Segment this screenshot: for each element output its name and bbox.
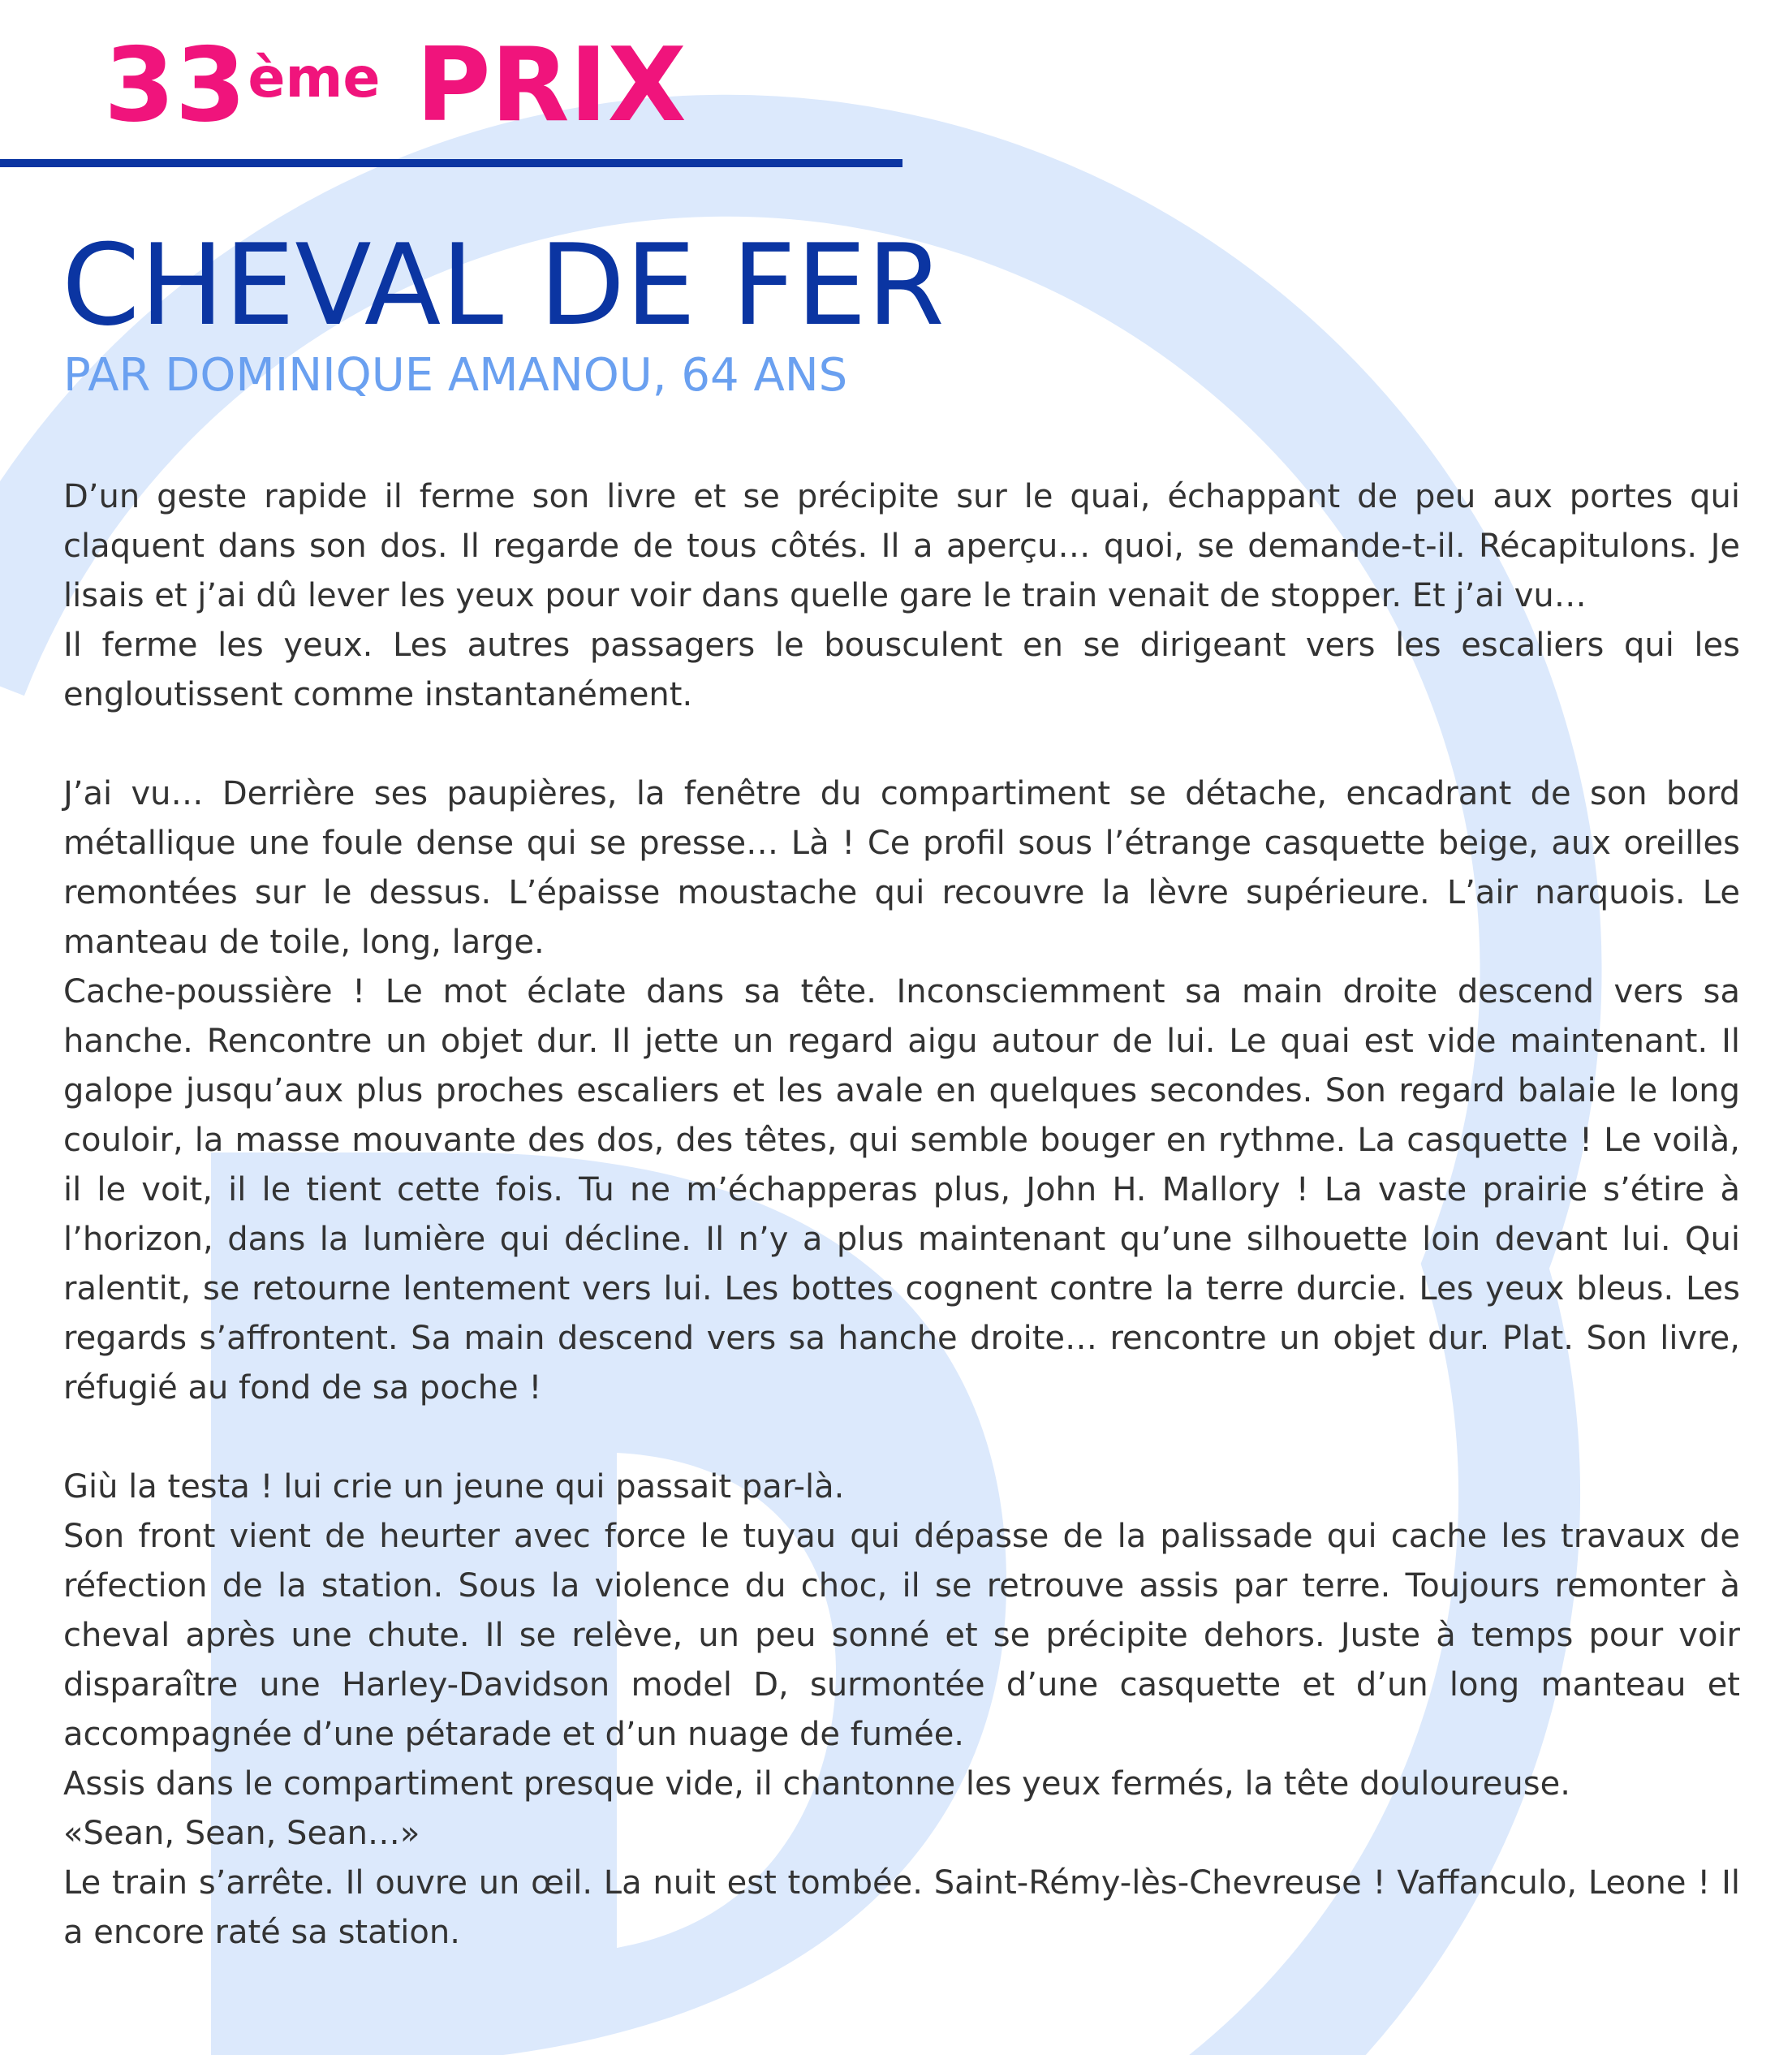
story-paragraph: «Sean, Sean, Sean…» [63,1815,420,1852]
prize-number: 33 [104,25,247,144]
paragraph-gap [63,720,1740,769]
paragraph-gap [63,1413,1740,1463]
story-title: CHEVAL DE FER [62,220,945,351]
prize-word: PRIX [416,25,687,144]
story-paragraph: Cache-poussière ! Le mot éclate dans sa tête. Inconsciemment sa main droite descend vers sa hanche. Rencontre un objet dur. Il jette un regard aigu autour de lui. Le quai est vide maintenant. Il galope jusqu’aux plus proches escaliers et les avale en quelques secondes. Son regard balaie le long couloir, la masse mouvante des dos, des têtes, qui semble bouger en rythme. La casquette ! Le voilà, il le voit, il le tient cette fois. Tu ne m’échapperas plus, John H. Mallory ! La vaste prairie s’étire à l’horizon, dans la lumière qui décline. Il n’y a plus maintenant qu’une silhouette loin devant lui. Qui ralentit, se retourne lentement vers lui. Les bottes cognent contre la terre durcie. Les yeux bleus. Les regards s’affrontent. Sa main descend vers sa hanche droite… rencontre un objet dur. Plat. Son livre, réfugié au fond de sa poche ! [63,973,1740,1407]
prize-ordinal-suffix: ème [248,46,381,110]
story-paragraph: J’ai vu… Derrière ses paupières, la fenêtre du compartiment se détache, encadrant de son bord métallique une foule dense qui se presse… Là ! Ce profil sous l’étrange casquette beige, aux oreilles remontées sur le dessus. L’épaisse moustache qui recouvre la lèvre supérieure. L’air narquois. Le manteau de toile, long, large. [63,775,1740,961]
story-body [63,472,1740,1958]
story-paragraph: D’un geste rapide il ferme son livre et se précipite sur le quai, échappant de peu aux portes qui claquent dans son dos. Il regarde de tous côtés. Il a aperçu… quoi, se demande-t-il. Récapitulons. Je lisais et j’ai dû lever les yeux pour voir dans quelle gare le train venait de stopper. Et j’ai vu… [63,478,1740,614]
prize-heading [104,24,687,146]
header-divider [0,159,902,167]
story-byline: PAR DOMINIQUE AMANOU, 64 ANS [63,349,848,402]
story-paragraph: Giù la testa ! lui crie un jeune qui passait par-là. [63,1468,845,1506]
story-paragraph: Son front vient de heurter avec force le tuyau qui dépasse de la palissade qui cache les travaux de réfection de la station. Sous la violence du choc, il se retrouve assis par terre. Toujours remonter à cheval après une chute. Il se relève, un peu sonné et se précipite dehors. Juste à temps pour voir disparaître une Harley-Davidson model D, surmontée d’une casquette et d’un long manteau et accompagnée d’une pétarade et d’un nuage de fumée. [63,1518,1740,1753]
story-paragraph: Assis dans le compartiment presque vide, il chantonne les yeux fermés, la tête douloureuse. [63,1765,1570,1803]
story-paragraph: Il ferme les yeux. Les autres passagers le bousculent en se dirigeant vers les escaliers qui les engloutissent comme instantanément. [63,627,1740,713]
story-paragraph: Le train s’arrête. Il ouvre un œil. La nuit est tombée. Saint-Rémy-lès-Chevreuse ! Vaffanculo, Leone ! Il a encore raté sa station. [63,1864,1740,1951]
